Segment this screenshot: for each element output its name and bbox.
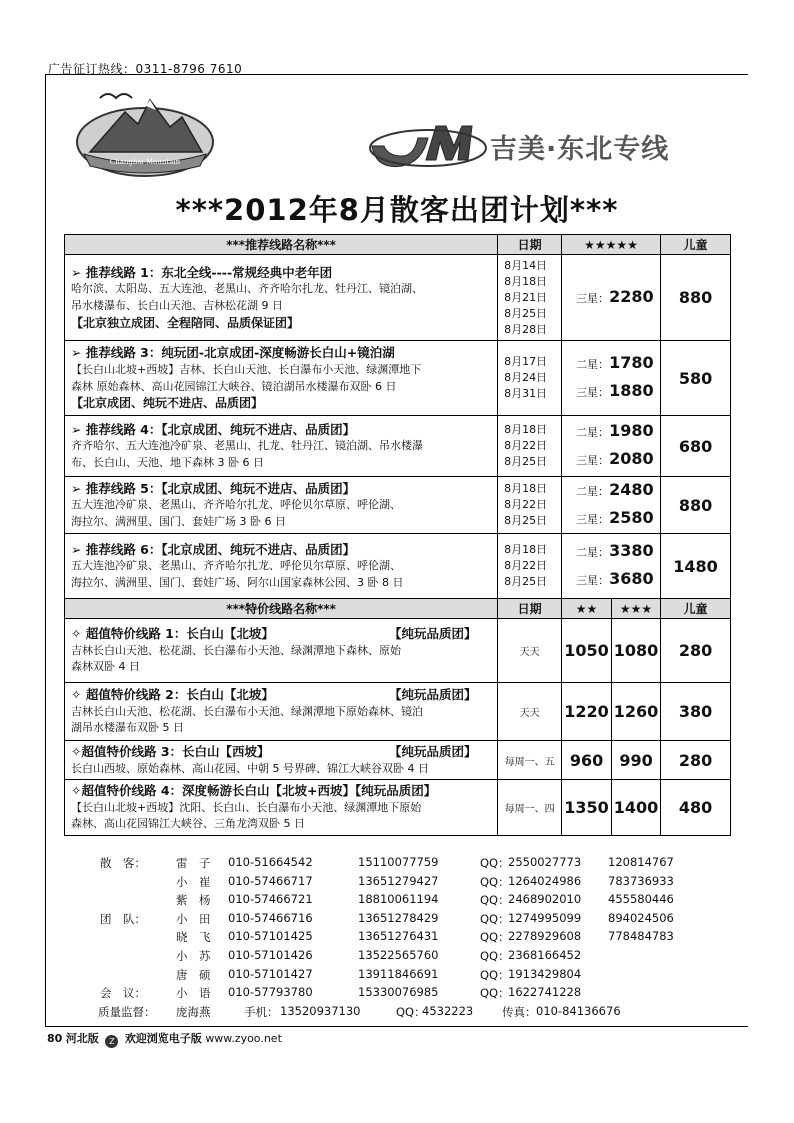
contact-mobile: 13651279427	[358, 873, 439, 888]
route-description: 海拉尔、满洲里、国门、套娃广场、阿尔山国家森林公园、3 卧 8 日	[71, 575, 404, 589]
header-route-name: ***特价线路名称***	[65, 599, 498, 619]
contact-qq-label: QQ：	[480, 893, 510, 908]
departure-date: 8月21日	[504, 290, 548, 304]
child-price: 680	[661, 416, 731, 477]
route-cell	[65, 683, 498, 741]
recommended-route-row	[65, 255, 731, 341]
contact-qq1: 2278929608	[508, 929, 582, 944]
departure-date: 8月24日	[504, 371, 548, 384]
departure-date: 8月28日	[504, 322, 548, 336]
contact-qq-label: QQ：	[480, 911, 510, 926]
adult-prices	[562, 416, 661, 477]
contact-qq1: 1622741228	[508, 985, 582, 1000]
price-label: 三星：	[576, 454, 610, 467]
page-title: ***2012年8月散客出团计划***	[175, 193, 619, 227]
contact-tel: 010-57101427	[228, 966, 313, 981]
price-label: 二星：	[576, 426, 610, 439]
route-note: 【北京独立成团、全程陪同、品质保证团】	[71, 315, 300, 330]
price-label: 三星：	[576, 513, 610, 526]
route-description: 布、长白山、天池、地下森林 3 卧 6 日	[71, 455, 264, 469]
contact-tel: 010-57101426	[228, 948, 313, 962]
price-label: 二星：	[576, 546, 610, 559]
contact-name: 小 田	[176, 911, 211, 926]
changbai-mountain-logo	[70, 82, 220, 182]
route-cell	[65, 255, 498, 341]
departure-date: 8月25日	[504, 455, 548, 468]
route-description: 吊水楼瀑布、长白山天池、吉林松花湖 9 日	[71, 299, 283, 312]
contact-mobile: 13651278429	[358, 910, 439, 925]
price-line	[576, 350, 660, 378]
supervision-fax-label: 传真：	[502, 1004, 537, 1019]
special-route-row	[65, 780, 731, 836]
route-description: 森林、高山花园锦江大峡谷、三角龙湾双卧 5 日	[71, 817, 305, 831]
contact-qq2: 778484783	[608, 929, 674, 944]
contact-qq1: 1913429804	[508, 966, 582, 981]
route-cell	[65, 477, 498, 534]
route-title: ➢ 推荐线路 4：【北京成团、纯玩不进店、品质团】	[71, 421, 356, 437]
price-line	[576, 477, 660, 505]
price-value: 2580	[609, 508, 654, 527]
route-title-line	[71, 783, 491, 800]
departure-dates	[498, 255, 562, 341]
departure-date: 8月18日	[504, 482, 548, 495]
route-tag: 【纯玩品质团】	[389, 626, 477, 642]
route-description: 海拉尔、满洲里、国门、套娃广场 3 卧 6 日	[71, 514, 286, 528]
three-star-price: 1080	[612, 619, 661, 683]
supervision-name: 庞海燕	[176, 1004, 211, 1019]
adult-prices	[562, 477, 661, 534]
departure-date: 8月18日	[504, 543, 548, 556]
departure-date: 8月22日	[504, 498, 548, 511]
price-value: 1980	[609, 421, 654, 440]
header-two-star: ★★	[562, 599, 612, 619]
child-price: 580	[661, 341, 731, 416]
contact-name: 雷 子	[176, 856, 211, 870]
route-description: 吉林长白山天池、松花湖、长白瀑布小天池、绿渊潭地下森林、原始	[71, 643, 401, 657]
route-title-line	[71, 744, 491, 761]
two-star-price: 1220	[562, 683, 612, 741]
footer-text: 欢迎浏览电子版	[124, 1032, 202, 1045]
price-line	[576, 566, 660, 594]
route-cell	[65, 341, 498, 416]
price-label: 三星：	[576, 291, 610, 305]
price-label: 三星：	[576, 574, 610, 587]
header-three-star: ★★★	[612, 599, 661, 619]
route-description: 【长白山北坡+西坡】沈阳、长白山、长白瀑布小天池、绿渊潭地下原始	[71, 800, 422, 814]
price-line	[576, 418, 660, 446]
contact-qq-label: QQ：	[480, 930, 510, 945]
special-route-row	[65, 683, 731, 741]
price-value: 1880	[609, 381, 654, 400]
three-star-price: 990	[612, 741, 661, 780]
route-title: ➢ 推荐线路 1：东北全线----常规经典中老年团	[71, 264, 333, 280]
ad-hotline: 广告征订热线：0311-8796 7610	[48, 62, 243, 76]
recommended-route-row	[65, 477, 731, 534]
child-price: 380	[661, 683, 731, 741]
departure-date: 8月18日	[504, 274, 548, 288]
departure-date: 8月17日	[504, 355, 548, 368]
two-star-price: 1050	[562, 619, 612, 683]
adult-prices	[562, 534, 661, 599]
route-title-line	[71, 687, 491, 704]
contact-group: 团 队：	[100, 911, 146, 926]
contact-mobile: 13651276431	[358, 929, 439, 944]
adult-prices	[562, 255, 661, 341]
departure-frequency: 天天	[498, 619, 562, 683]
page-number: 80	[47, 1032, 63, 1045]
mountain-logo-text: Changbai Mountain	[109, 158, 181, 166]
contact-qq1: 1274995099	[508, 910, 582, 925]
supervision-label: 质量监督：	[98, 1004, 156, 1019]
contact-tel: 010-57793780	[228, 985, 313, 1000]
contact-qq2: 120814767	[608, 855, 674, 869]
contact-name: 紫 杨	[176, 893, 211, 908]
two-star-price: 960	[562, 741, 612, 780]
route-title: ✧ 超值特价线路 2：长白山【北坡】	[71, 687, 274, 703]
price-value: 2080	[609, 449, 654, 468]
supervision-fax: 010-84136676	[536, 1003, 621, 1018]
child-price: 1480	[661, 534, 731, 599]
child-price: 880	[661, 477, 731, 534]
departure-date: 8月18日	[504, 423, 548, 436]
route-description: 哈尔滨、太阳岛、五大连池、老黑山、齐齐哈尔扎龙、牡丹江、镜泊湖、	[71, 282, 423, 296]
section2-header-row	[65, 599, 731, 619]
child-price: 280	[661, 619, 731, 683]
section1-header-row	[65, 235, 731, 255]
route-cell	[65, 416, 498, 477]
price-value: 3380	[609, 541, 654, 560]
price-label: 二星：	[576, 358, 610, 371]
contact-name: 晓 飞	[176, 930, 211, 945]
contact-qq1: 2368166452	[508, 948, 582, 962]
departure-frequency: 天天	[498, 683, 562, 741]
recommended-route-row	[65, 341, 731, 416]
contact-qq2: 455580446	[608, 892, 674, 907]
route-description: 吉林长白山天池、松花湖、长白瀑布小天池、绿渊潭地下原始森林、镜泊	[71, 704, 423, 718]
contact-qq-label: QQ：	[480, 967, 510, 982]
route-description: 五大连池冷矿泉、老黑山、齐齐哈尔扎龙、呼伦贝尔草原、呼伦湖、	[71, 559, 401, 573]
route-title: ✧超值特价线路 3：长白山【西坡】	[71, 744, 270, 759]
child-price: 280	[661, 741, 731, 780]
contact-tel: 010-51664542	[228, 855, 313, 869]
route-description: 森林 原始森林、高山花园锦江大峡谷、镜泊湖吊水楼瀑布双卧 6 日	[71, 379, 397, 393]
price-line	[576, 378, 660, 406]
contact-qq1: 2550027773	[508, 855, 582, 869]
recommended-route-row	[65, 534, 731, 599]
contact-name: 唐 硕	[176, 967, 211, 982]
header-date: 日期	[498, 599, 562, 619]
departure-dates	[498, 534, 562, 599]
route-title: ➢ 推荐线路 5：【北京成团、纯玩不进店、品质团】	[71, 480, 356, 496]
brand-name: 吉美·东北专线	[490, 134, 670, 165]
contact-name: 小 崔	[176, 874, 211, 889]
route-cell	[65, 780, 498, 836]
page-footer	[47, 1030, 282, 1048]
departure-frequency: 每周一、五	[498, 741, 562, 780]
departure-frequency: 每周一、四	[498, 780, 562, 836]
supervision-mobile: 13520937130	[280, 1003, 361, 1018]
supervision-mobile-label: 手机：	[244, 1004, 279, 1019]
supervision-qq: 4532223	[422, 1003, 474, 1018]
schedule-table	[64, 234, 731, 836]
special-route-row	[65, 741, 731, 780]
route-title: ➢ 推荐线路 6：【北京成团、纯玩不进店、品质团】	[71, 541, 356, 557]
price-value: 1780	[609, 353, 654, 372]
frame-top-line	[45, 74, 748, 75]
child-price: 880	[661, 255, 731, 341]
departure-date: 8月22日	[504, 439, 548, 452]
contact-qq1: 2468902010	[508, 892, 582, 907]
route-cell	[65, 619, 498, 683]
contact-mobile: 15330076985	[358, 985, 439, 1000]
contact-qq-label: QQ：	[480, 986, 510, 1001]
footer-url[interactable]: www.zyoo.net	[205, 1032, 282, 1045]
contact-mobile: 13911846691	[358, 966, 439, 981]
route-title: ✧ 超值特价线路 1：长白山【北坡】	[71, 626, 274, 642]
route-description: 【长白山北坡+西坡】吉林、长白山天池、长白瀑布小天池、绿渊潭地下	[71, 362, 422, 376]
contact-group: 散 客：	[100, 856, 146, 870]
contact-qq-label: QQ：	[480, 949, 510, 963]
edition: 河北版	[65, 1032, 99, 1045]
departure-date: 8月22日	[504, 559, 548, 572]
price-line	[576, 446, 660, 474]
route-description: 长白山西坡、原始森林、高山花园、中朝 5 号界碑、锦江大峡谷双卧 4 日	[71, 761, 429, 775]
price-line	[576, 538, 660, 566]
departure-dates	[498, 477, 562, 534]
contact-name: 小 语	[176, 986, 211, 1001]
departure-date: 8月31日	[504, 387, 548, 400]
three-star-price: 1260	[612, 683, 661, 741]
route-cell	[65, 534, 498, 599]
price-value: 2480	[609, 480, 654, 499]
contact-group: 会 议：	[100, 986, 146, 1001]
header-route-name: ***推荐线路名称***	[65, 235, 498, 255]
departure-date: 8月25日	[504, 306, 548, 320]
frame-bottom-line	[45, 1026, 748, 1027]
header-child: 儿童	[661, 599, 731, 619]
price-line	[576, 505, 660, 533]
contact-tel: 010-57466717	[228, 873, 313, 888]
contact-name: 小 苏	[176, 949, 211, 963]
price-value: 3680	[609, 569, 654, 588]
child-price: 480	[661, 780, 731, 836]
zyoo-logo-icon: Z	[105, 1035, 118, 1048]
departure-dates	[498, 341, 562, 416]
route-description: 森林双卧 4 日	[71, 660, 140, 674]
three-star-price: 1400	[612, 780, 661, 836]
header-child: 儿童	[661, 235, 731, 255]
price-label: 三星：	[576, 386, 610, 399]
route-description: 湖吊水楼瀑布双卧 5 日	[71, 721, 184, 735]
header-date: 日期	[498, 235, 562, 255]
contact-qq-label: QQ：	[480, 856, 510, 870]
route-cell	[65, 741, 498, 780]
contact-qq2: 783736933	[608, 873, 674, 888]
two-star-price: 1350	[562, 780, 612, 836]
route-description: 五大连池冷矿泉、老黑山、齐齐哈尔扎龙、呼伦贝尔草原、呼伦湖、	[71, 498, 401, 512]
contact-mobile: 18810061194	[358, 892, 439, 907]
departure-date: 8月14日	[504, 258, 548, 272]
route-title: ✧超值特价线路 4：深度畅游长白山【北坡+西坡】【纯玩品质团】	[71, 783, 437, 799]
contact-tel: 010-57466721	[228, 892, 313, 907]
departure-date: 8月25日	[504, 514, 548, 527]
price-label: 二星：	[576, 485, 610, 498]
supervision-qq-label: QQ：	[396, 1004, 426, 1019]
contact-tel: 010-57466716	[228, 910, 313, 925]
price-value: 2280	[609, 286, 654, 306]
contact-qq-label: QQ：	[480, 874, 510, 889]
contact-tel: 010-57101425	[228, 929, 313, 944]
contact-mobile: 15110077759	[358, 855, 439, 869]
route-title: ➢ 推荐线路 3：纯玩团-北京成团-深度畅游长白山+镜泊湖	[71, 345, 395, 361]
special-route-row	[65, 619, 731, 683]
departure-date: 8月25日	[504, 575, 548, 588]
price-line	[576, 284, 660, 312]
adult-prices	[562, 341, 661, 416]
recommended-route-row	[65, 416, 731, 477]
route-title-line	[71, 626, 491, 643]
header-stars: ★★★★★	[562, 235, 661, 255]
contact-qq2: 894024506	[608, 910, 674, 925]
route-description: 齐齐哈尔、五大连池冷矿泉、老黑山、扎龙、牡丹江、镜泊湖、吊水楼瀑	[71, 439, 423, 453]
contact-mobile: 13522565760	[358, 948, 439, 962]
route-tag: 【纯玩品质团】	[389, 687, 477, 703]
route-note: 【北京成团、纯玩不进店、品质团】	[71, 396, 264, 411]
departure-dates	[498, 416, 562, 477]
route-tag: 【纯玩品质团】	[389, 744, 477, 759]
contact-qq1: 1264024986	[508, 873, 582, 888]
